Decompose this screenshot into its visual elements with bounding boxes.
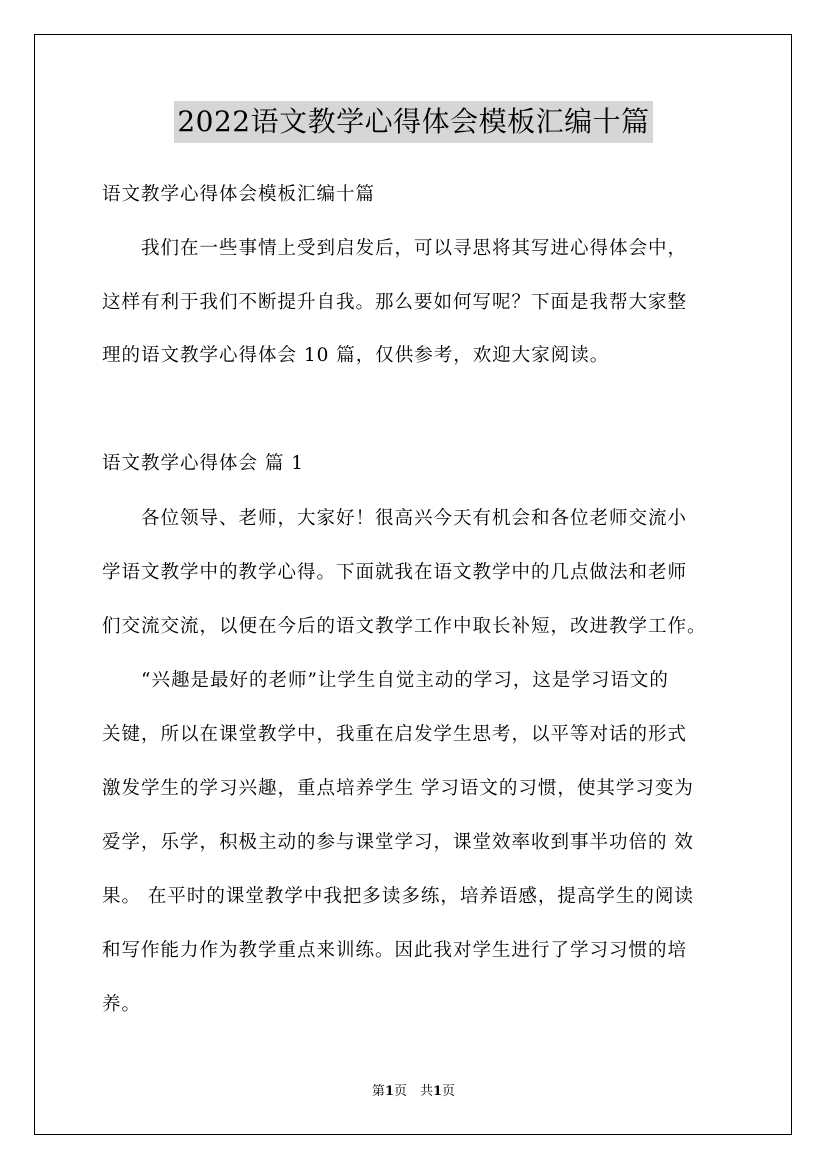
subtitle-line: 语文教学心得体会模板汇编十篇	[102, 184, 376, 205]
body-line: 关键，所以在课堂教学中，我重在启发学生思考，以平等对话的形式	[102, 724, 688, 745]
body-line: 激发学生的学习兴趣，重点培养学生 学习语文的习惯，使其学习变为	[102, 778, 694, 799]
current-page-number: 1	[384, 1084, 394, 1099]
body-line: 果。 在平时的课堂教学中我把多读多练，培养语感，提高学生的阅读	[102, 886, 694, 907]
body-line: 理的语文教学心得体会 10 篇，仅供参考，欢迎大家阅读。	[102, 345, 610, 366]
body-line: 们交流交流，以便在今后的语文教学工作中取长补短，改进教学工作。	[102, 616, 707, 637]
footer-prefix: 第	[371, 1084, 385, 1099]
body-line: 各位领导、老师，大家好！很高兴今天有机会和各位老师交流小	[102, 508, 688, 529]
footer-mid: 页 共	[393, 1084, 433, 1099]
body-line: 和写作能力作为教学重点来训练。因此我对学生进行了学习习惯的培	[102, 940, 688, 961]
total-page-number: 1	[433, 1084, 443, 1099]
body-line: “兴趣是最好的老师”让学生自觉主动的学习，这是学习语文的	[102, 670, 669, 691]
footer-suffix: 页	[442, 1084, 456, 1099]
section-heading: 语文教学心得体会 篇 1	[102, 453, 305, 474]
document-title: 2022语文教学心得体会模板汇编十篇	[174, 101, 652, 143]
body-line: 学语文教学中的教学心得。下面就我在语文教学中的几点做法和老师	[102, 562, 688, 583]
body-line: 养。	[102, 994, 142, 1015]
title-wrapper	[0, 101, 827, 143]
body-line: 这样有利于我们不断提升自我。那么要如何写呢？下面是我帮大家整	[102, 292, 688, 313]
page-footer	[0, 1083, 827, 1101]
body-line: 我们在一些事情上受到启发后，可以寻思将其写进心得体会中，	[102, 238, 688, 259]
body-line: 爱学，乐学，积极主动的参与课堂学习，课堂效率收到事半功倍的 效	[102, 832, 694, 853]
